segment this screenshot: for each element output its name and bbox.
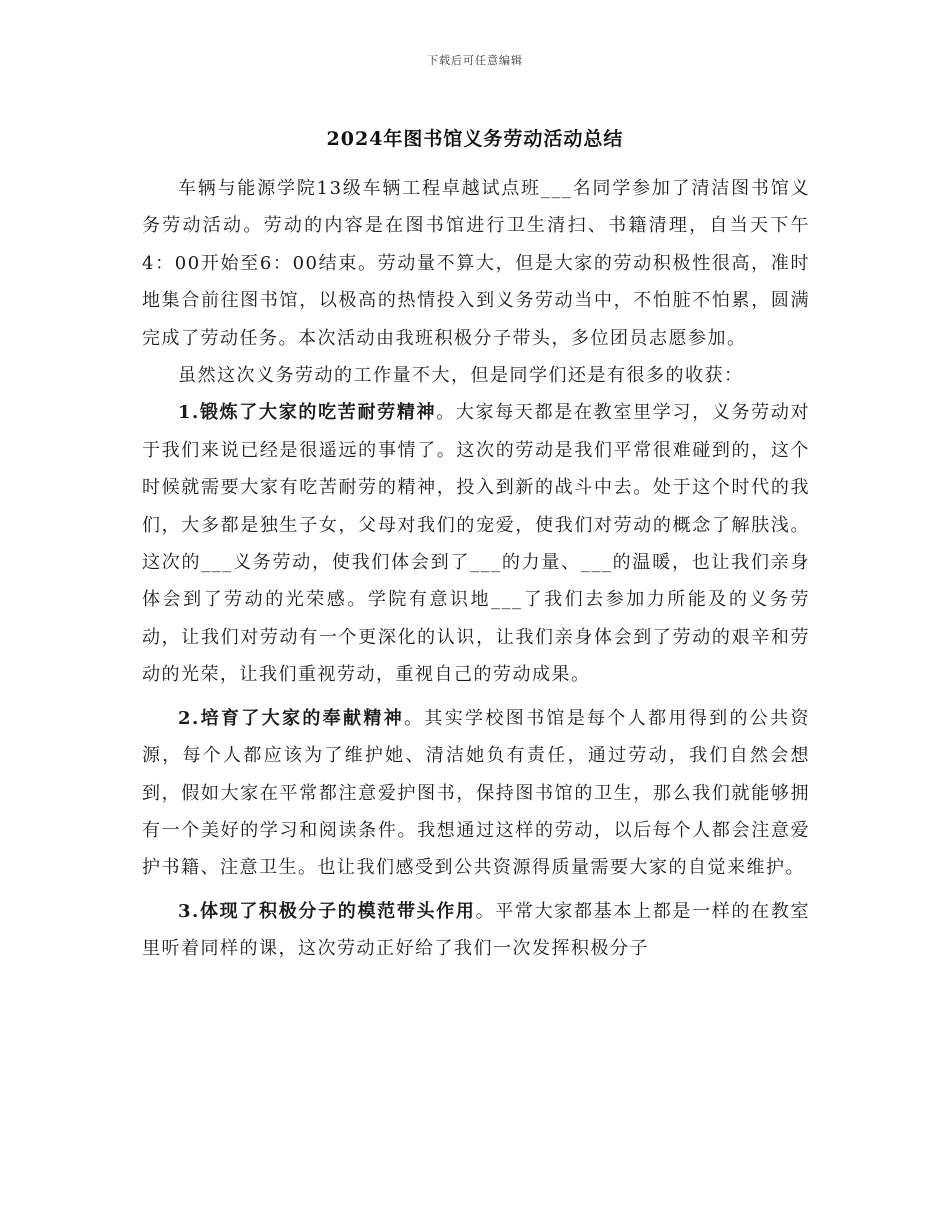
paragraph-point-1 [142,394,810,693]
paragraph-text: 车辆与能源学院13级车辆工程卓越试点班___名同学参加了清洁图书馆义务劳动活动。劳动的内容是在图书馆进行卫生清扫、书籍清理，自当天下午4：00开始至6：00结束。劳动量不算大，但是大家的劳动积极性很高，准时地集合前往图书馆，以极高的热情投入到义务劳动当中，不怕脏不怕累，圆满完成了劳动任务。本次活动由我班积极分子带头，多位团员志愿参加。 [142,178,810,349]
paragraph-point-2 [142,700,810,887]
paragraph-text: 。其实学校图书馆是每个人都用得到的公共资源，每个人都应该为了维护她、清洁她负有责任，通过劳动，我们自然会想到，假如大家在平常都注意爱护图书，保持图书馆的卫生，那么我们就能够拥有一个美好的学习和阅读条件。我想通过这样的劳动，以后每个人都会注意爱护书籍、注意卫生。也让我们感受到公共资源得质量需要大家的自觉来维护。 [142,707,810,879]
point-heading: 1.锻炼了大家的吃苦耐劳精神 [178,402,437,424]
page-header: 下载后可任意编辑 [427,54,523,67]
paragraph-point-3 [142,893,810,968]
document-title: 2024年图书馆义务劳动活动总结 [326,128,624,150]
document-body [142,170,810,968]
point-heading: 2.培育了大家的奉献精神 [178,707,405,729]
paragraph-text: 。大家每天都是在教室里学习，义务劳动对于我们来说已经是很遥远的事情了。这次的劳动是我们平常很难碰到的，这个时候就需要大家有吃苦耐劳的精神，投入到新的战斗中去。处于这个时代的我们，大多都是独生子女，父母对我们的宠爱，使我们对劳动的概念了解肤浅。这次的___义务劳动，使我们体会到了___的力量、___的温暖，也让我们亲身体会到了劳动的光荣感。学院有意识地___了我们去参加力所能及的义务劳动，让我们对劳动有一个更深化的认识，让我们亲身体会到了劳动的艰辛和劳动的光荣，让我们重视劳动，重视自己的劳动成果。 [142,402,810,686]
point-heading: 3.体现了积极分子的模范带头作用 [178,900,476,922]
paragraph-text: 。平常大家都基本上都是一样的在教室里听着同样的课，这次劳动正好给了我们一次发挥积极分子 [142,900,811,960]
paragraph-summary-lead [142,357,810,394]
paragraph-text: 虽然这次义务劳动的工作量不大，但是同学们还是有很多的收获： [178,365,744,387]
paragraph-intro [142,170,810,357]
